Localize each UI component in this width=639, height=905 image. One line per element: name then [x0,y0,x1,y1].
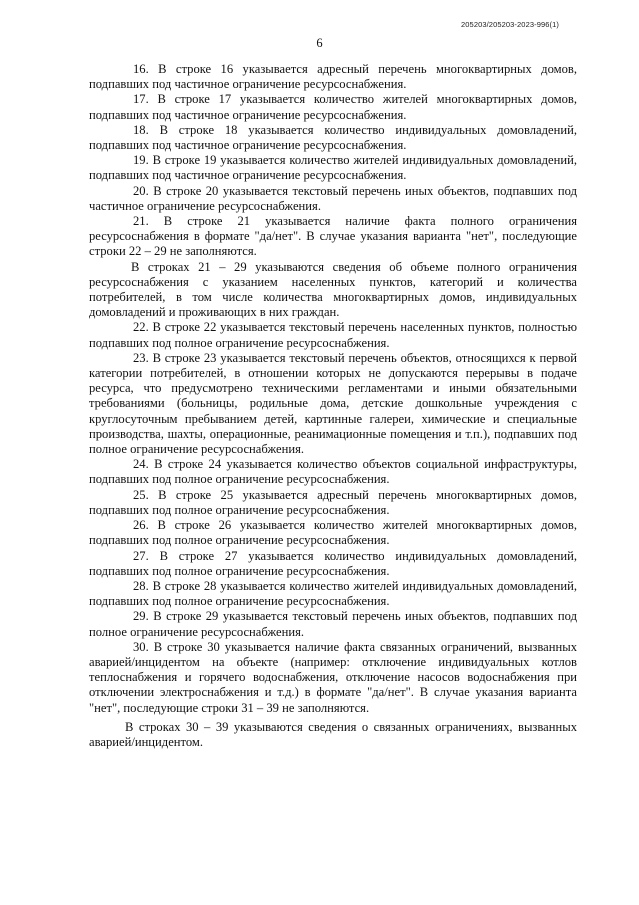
paragraph-25: 25. В строке 25 указывается адресный перечень многоквартирных домов, подпавших под полное ограничение ресурсоснабжения. [89,487,577,517]
document-body [89,62,577,750]
paragraph-20: 20. В строке 20 указывается текстовый перечень иных объектов, подпавших под частичное ограничение ресурсоснабжения. [89,183,577,213]
paragraph-18: 18. В строке 18 указывается количество индивидуальных домовладений, подпавших под частичное ограничение ресурсоснабжения. [89,122,577,153]
paragraph-24: 24. В строке 24 указывается количество объектов социальной инфраструктуры, подпавших под полное ограничение ресурсоснабжения. [89,457,577,487]
paragraph-17: 17. В строке 17 указывается количество жителей многоквартирных домов, подпавших под частичное ограничение ресурсоснабжения. [89,92,577,122]
paragraph-28: 28. В строке 28 указывается количество жителей индивидуальных домовладений, подпавших под полное ограничение ресурсоснабжения. [89,578,577,609]
paragraph-23: 23. В строке 23 указывается текстовый перечень объектов, относящихся к первой категории потребителей, в отношении которых не допускаются перерывы в подаче ресурса, что предусмотрено техническими регламентами и иными обязательными требованиями (больницы, родильные дома, детские дошкольные учреждения с круглосуточным пребыванием детей, картинные галереи, химические и специальные производства, шахты, операционные, реанимационные помещения и т.п.), подпавших под полное ограничение ресурсоснабжения. [89,350,577,457]
page-number: 6 [316,36,323,50]
document-id: 205203/205203-2023-996(1) [461,20,559,29]
paragraph-26: 26. В строке 26 указывается количество жителей многоквартирных домов, подпавших под полное ограничение ресурсоснабжения. [89,518,577,548]
paragraph-16: 16. В строке 16 указывается адресный перечень многоквартирных домов, подпавших под частичное ограничение ресурсоснабжения. [89,62,577,92]
paragraph-27: 27. В строке 27 указывается количество индивидуальных домовладений, подпавших под полное ограничение ресурсоснабжения. [89,548,577,578]
paragraph-29: 29. В строке 29 указывается текстовый перечень иных объектов, подпавших под полное ограничение ресурсоснабжения. [89,609,577,639]
paragraph-rows-21-29: В строках 21 – 29 указываются сведения об объеме полного ограничения ресурсоснабжения с указанием населенных пунктов, категорий и количества потребителей, в том числе количества многоквартирных домов, индивидуальных домовладений и проживающих в них граждан. [89,259,577,320]
paragraph-19: 19. В строке 19 указывается количество жителей индивидуальных домовладений, подпавших под частичное ограничение ресурсоснабжения. [89,153,577,183]
paragraph-21: 21. В строке 21 указывается наличие факта полного ограничения ресурсоснабжения в формате "да/нет". В случае указания варианта "нет", последующие строки 22 – 29 не заполняются. [89,214,577,259]
paragraph-22: 22. В строке 22 указывается текстовый перечень населенных пунктов, полностью подпавших под полное ограничение ресурсоснабжения. [89,320,577,350]
paragraph-30: 30. В строке 30 указывается наличие факта связанных ограничений, вызванных аварией/инцидентом на объекте (например: отключение индивидуальных котлов теплоснабжения и горячего водоснабжения, отключение насосов водоснабжения при отключении электроснабжения и т.д.) в формате "да/нет". В случае указания варианта "нет", последующие строки 31 – 39 не заполняются. [89,639,577,715]
paragraph-rows-30-39: В строках 30 – 39 указываются сведения о связанных ограничениях, вызванных аварией/инцидентом. [89,719,577,749]
